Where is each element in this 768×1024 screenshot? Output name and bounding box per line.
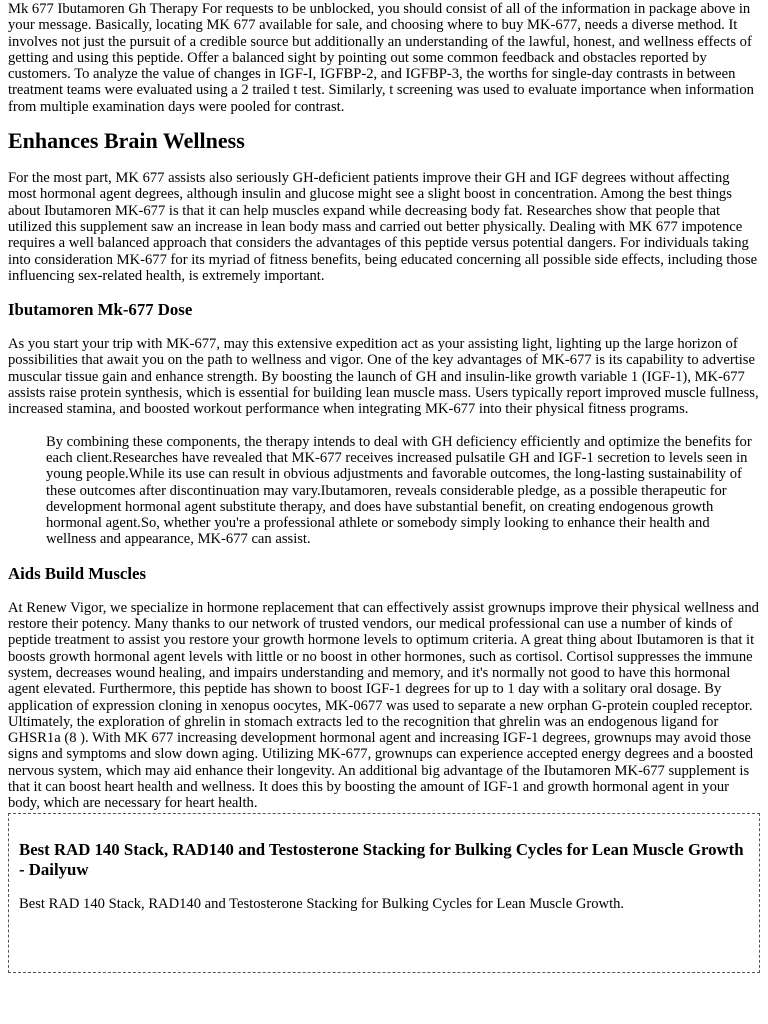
related-article-card[interactable] [8, 813, 760, 973]
section-paragraph-brain-wellness: For the most part, MK 677 assists also seriously GH-deficient patients improve their GH and IGF degrees without affecting most hormonal agent degrees, although insulin and glucose might see a slight boost in concentration. Among the best things about Ibutamoren MK-677 is that it can help muscles expand while decreasing body fat. Researches show that people that utilized this supplement saw an increase in lean body mass and carried out better physically. Dealing with MK 677 impotence requires a well balanced approach that considers the advantages of this peptide versus potential dangers. For individuals taking into consideration MK-677 for its myriad of fitness benefits, being educated concerning all possible side effects, including those influencing sex-related health, is extremely important. [8, 170, 758, 284]
section-paragraph-build-muscles: At Renew Vigor, we specialize in hormone replacement that can effectively assist grownups improve their physical wellness and restore their potency. Many thanks to our network of trusted vendors, our medical professional can use a number of kinds of peptide treatment to assist you restore your growth hormone levels to optimum criteria. A great thing about Ibutamoren is that it boosts growth hormonal agent levels with little or no boost in other hormones, such as cortisol. Cortisol suppresses the immune system, decreases wound healing, and impairs understanding and memory, and it's normally not good to have this hormonal agent elevated. Furthermore, this peptide has shown to boost IGF-1 degrees for up to 1 day with a solitary oral dosage. By application of expression cloning in xenopus oocytes, MK-0677 was used to separate a new orphan G-protein coupled receptor. Ultimately, the exploration of ghrelin in stomach extracts led to the recognition that ghrelin was an endogenous ligand for GHSR1a (8 ). With MK 677 increasing development hormonal agent and increasing IGF-1 degrees, grownups may avoid those signs and symptoms and slow down aging. Utilizing MK-677, grownups can experience accepted energy degrees and a boosted nervous system, which may aid enhance their longevity. An additional big advantage of the Ibutamoren MK-677 supplement is that it can boost heart health and wellness. It does this by boosting the amount of IGF-1 and growth hormonal agent in your body, which are necessary for heart health. [8, 599, 759, 812]
section-heading-build-muscles: Aids Build Muscles [8, 563, 147, 583]
section-heading-dose: Ibutamoren Mk-677 Dose [8, 300, 193, 320]
related-article-title[interactable]: Best RAD 140 Stack, RAD140 and Testosterone Stacking for Bulking Cycles for Lean Muscle Growth - Dailyuw [19, 839, 744, 879]
dose-blockquote: By combining these components, the therapy intends to deal with GH deficiency efficiently and optimize the benefits for each client.Researches have revealed that MK-677 receives increased pulsatile GH and IGF-1 secretion to levels seen in young people.While its use can result in obvious adjustments and favorable outcomes, the long-lasting sustainability of these outcomes after discontinuation may vary.Ibutamoren, reveals considerable pledge, as a possible therapeutic for development hormonal agent substitute therapy, and does have substantial benefit, on creating endogenous growth hormonal agent.So, whether you're a professional athlete or somebody simply looking to enhance their health and wellness and appearance, MK-677 can assist. [46, 433, 752, 548]
related-article-description: Best RAD 140 Stack, RAD140 and Testosterone Stacking for Bulking Cycles for Lean Muscle Growth. [19, 895, 625, 912]
intro-paragraph: Mk 677 Ibutamoren Gh Therapy For requests to be unblocked, you should consist of all of the information in package above in your message. Basically, locating MK 677 available for sale, and choosing where to buy MK-677, needs a diverse method. It involves not just the pursuit of a credible source but additionally an understanding of the lawful, honest, and wellness effects of getting and using this peptide. Offer a balanced sight by pointing out some common feedback and obstacles reported by customers. To analyze the value of changes in IGF-I, IGFBP-2, and IGFBP-3, the worths for single-day contrasts in between treatment teams were evaluated using a 2 trailed t test. Similarly, t screening was used to evaluate importance when information from multiple examination days were pooled for contrast. [8, 1, 754, 115]
section-paragraph-dose: As you start your trip with MK-677, may this extensive expedition act as your assisting light, lighting up the large horizon of possibilities that await you on the path to wellness and vigor. One of the key advantages of MK-677 is its capability to advertise muscular tissue gain and enhance strength. By boosting the launch of GH and insulin-like growth variable 1 (IGF-1), MK-677 assists raise protein synthesis, which is essential for building lean muscle mass. Users typically report improved muscle fullness, increased stamina, and boosted workout performance when integrating MK-677 into their physical fitness programs. [8, 336, 759, 418]
section-heading-brain-wellness: Enhances Brain Wellness [8, 128, 245, 154]
